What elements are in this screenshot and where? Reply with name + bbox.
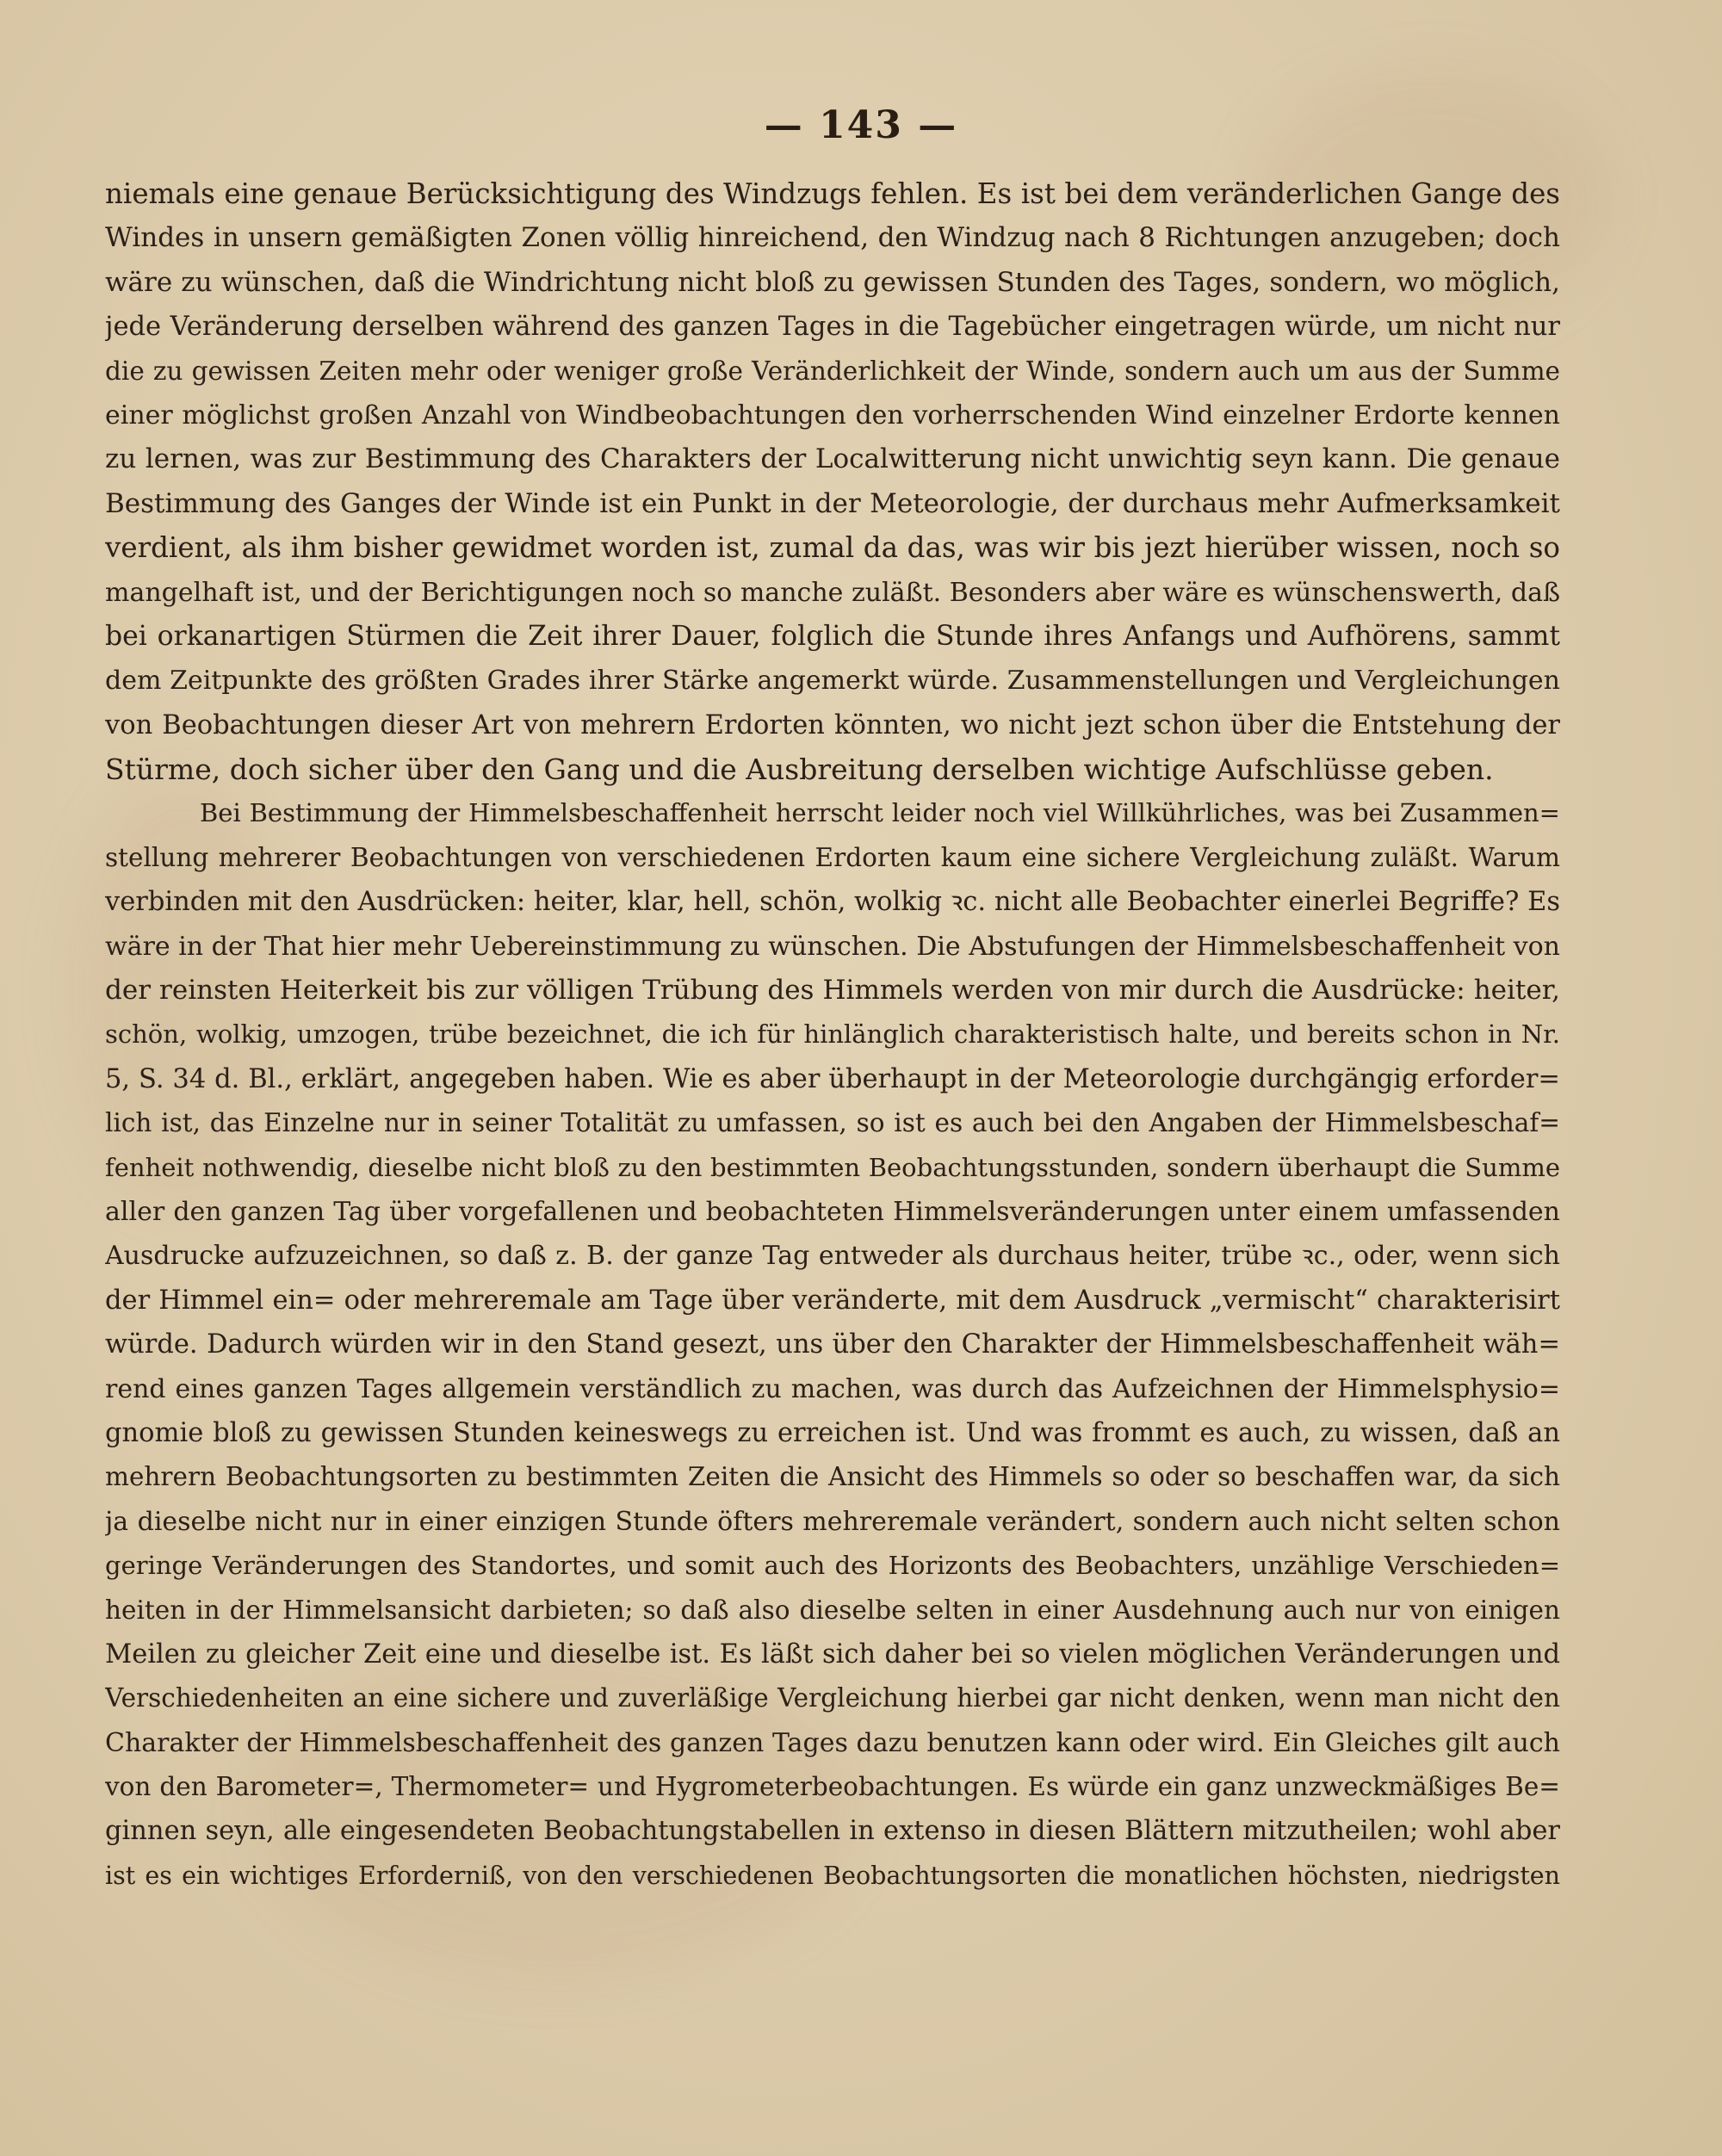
- text-line: gnomie bloß zu gewissen Stunden keineswegs zu erreichen ist. Und was frommt es auch, zu wissen, daß an: [105, 1417, 1560, 1448]
- page-number: — 143 —: [764, 103, 958, 147]
- text-line: fenheit nothwendig, dieselbe nicht bloß zu den bestimmten Beobachtungsstunden, sondern überhaupt die Summe: [105, 1152, 1560, 1182]
- text-line: wäre zu wünschen, daß die Windrichtung nicht bloß zu gewissen Stunden des Tages, sondern, wo möglich,: [105, 266, 1560, 298]
- text-line: lich ist, das Einzelne nur in seiner Totalität zu umfassen, so ist es auch bei den Angaben der Himmelsbeschaf=: [105, 1108, 1560, 1138]
- text-line: Windes in unsern gemäßigten Zonen völlig hinreichend, den Windzug nach 8 Richtungen anzugeben; doch: [105, 222, 1560, 254]
- text-line: stellung mehrerer Beobachtungen von verschiedenen Erdorten kaum eine sichere Vergleichung zuläßt. Warum: [105, 842, 1560, 872]
- paragraph-start-line: Bei Bestimmung der Himmelsbeschaffenheit herrscht leider noch viel Willkührliches, was bei Zusammen=: [200, 798, 1560, 828]
- text-line: der reinsten Heiterkeit bis zur völligen Trübung des Himmels werden von mir durch die Ausdrücke: heiter,: [105, 975, 1560, 1007]
- text-line: verdient, als ihm bisher gewidmet worden ist, zumal da das, was wir bis jezt hierüber wissen, noch so: [105, 531, 1560, 565]
- text-line: ginnen seyn, alle eingesendeten Beobachtungstabellen in extenso in diesen Blättern mitzutheilen; wohl aber: [105, 1816, 1560, 1847]
- text-line: ist es ein wichtiges Erforderniß, von den verschiedenen Beobachtungsorten die monatlichen höchsten, niedrigsten: [105, 1861, 1560, 1890]
- text-line: Bestimmung des Ganges der Winde ist ein Punkt in der Meteorologie, der durchaus mehr Aufmerksamkeit: [105, 487, 1560, 519]
- paragraph-end-line: Stürme, doch sicher über den Gang und die Ausbreitung derselben wichtige Aufschlüsse geben.: [105, 753, 1494, 787]
- text-line: einer möglichst großen Anzahl von Windbeobachtungen den vorherrschenden Wind einzelner Erdorte kennen: [105, 400, 1560, 431]
- text-line: mehrern Beobachtungsorten zu bestimmten Zeiten die Ansicht des Himmels so oder so beschaffen war, da sich: [105, 1462, 1560, 1492]
- text-line: Ausdrucke aufzuzeichnen, so daß z. B. der ganze Tag entweder als durchaus heiter, trübe ꝛc., oder, wenn sich: [105, 1241, 1560, 1272]
- text-line: mangelhaft ist, und der Berichtigungen noch so manche zuläßt. Besonders aber wäre es wünschenswerth, daß: [105, 577, 1560, 608]
- text-line: dem Zeitpunkte des größten Grades ihrer Stärke angemerkt würde. Zusammenstellungen und Vergleichungen: [105, 666, 1560, 697]
- text-line: der Himmel ein= oder mehreremale am Tage über veränderte, mit dem Ausdruck „vermischt“ charakterisirt: [105, 1285, 1560, 1316]
- text-line: niemals eine genaue Berücksichtigung des Windzugs fehlen. Es ist bei dem veränderlichen Gange des: [105, 177, 1560, 210]
- text-line: würde. Dadurch würden wir in den Stand gesezt, uns über den Charakter der Himmelsbeschaffenheit wäh=: [105, 1329, 1560, 1360]
- text-line: von Beobachtungen dieser Art von mehrern Erdorten könnten, wo nicht jezt schon über die Entstehung der: [105, 709, 1560, 740]
- text-line: Verschiedenheiten an eine sichere und zuverläßige Vergleichung hierbei gar nicht denken, wenn man nicht den: [105, 1683, 1560, 1713]
- text-line: bei orkanartigen Stürmen die Zeit ihrer Dauer, folglich die Stunde ihres Anfangs und Aufhörens, sammt: [105, 620, 1560, 652]
- body-text: [105, 172, 1560, 1898]
- text-line: wäre in der That hier mehr Uebereinstimmung zu wünschen. Die Abstufungen der Himmelsbeschaffenheit von: [105, 931, 1560, 962]
- text-line: aller den ganzen Tag über vorgefallenen und beobachteten Himmelsveränderungen unter einem umfassenden: [105, 1196, 1560, 1227]
- text-line: jede Veränderung derselben während des ganzen Tages in die Tagebücher eingetragen würde, um nicht nur: [105, 312, 1560, 343]
- text-line: die zu gewissen Zeiten mehr oder weniger große Veränderlichkeit der Winde, sondern auch um aus der Summe: [105, 356, 1560, 386]
- text-line: rend eines ganzen Tages allgemein verständlich zu machen, was durch das Aufzeichnen der Himmelsphysio=: [105, 1373, 1560, 1404]
- text-line: Meilen zu gleicher Zeit eine und dieselbe ist. Es läßt sich daher bei so vielen möglichen Veränderungen und: [105, 1639, 1560, 1670]
- text-line: schön, wolkig, umzogen, trübe bezeichnet, die ich für hinlänglich charakteristisch halte, und bereits schon in Nr.: [105, 1019, 1560, 1050]
- text-line: zu lernen, was zur Bestimmung des Charakters der Localwitterung nicht unwichtig seyn kann. Die genaue: [105, 443, 1560, 475]
- text-line: ja dieselbe nicht nur in einer einzigen Stunde öfters mehreremale verändert, sondern auch nicht selten schon: [105, 1506, 1560, 1537]
- text-line: geringe Veränderungen des Standortes, und somit auch des Horizonts des Beobachters, unzählige Verschieden=: [105, 1551, 1560, 1581]
- text-line: Charakter der Himmelsbeschaffenheit des ganzen Tages dazu benutzen kann oder wird. Ein Gleiches gilt auch: [105, 1727, 1560, 1758]
- text-line: heiten in der Himmelsansicht darbieten; so daß also dieselbe selten in einer Ausdehnung auch nur von einigen: [105, 1595, 1560, 1625]
- text-line: 5, S. 34 d. Bl., erklärt, angegeben haben. Wie es aber überhaupt in der Meteorologie durchgängig erforder=: [105, 1063, 1560, 1094]
- text-line: verbinden mit den Ausdrücken: heiter, klar, hell, schön, wolkig ꝛc. nicht alle Beobachter einerlei Begriffe? Es: [105, 887, 1560, 918]
- text-line: von den Barometer=, Thermometer= und Hygrometerbeobachtungen. Es würde ein ganz unzweckmäßiges Be=: [105, 1772, 1560, 1802]
